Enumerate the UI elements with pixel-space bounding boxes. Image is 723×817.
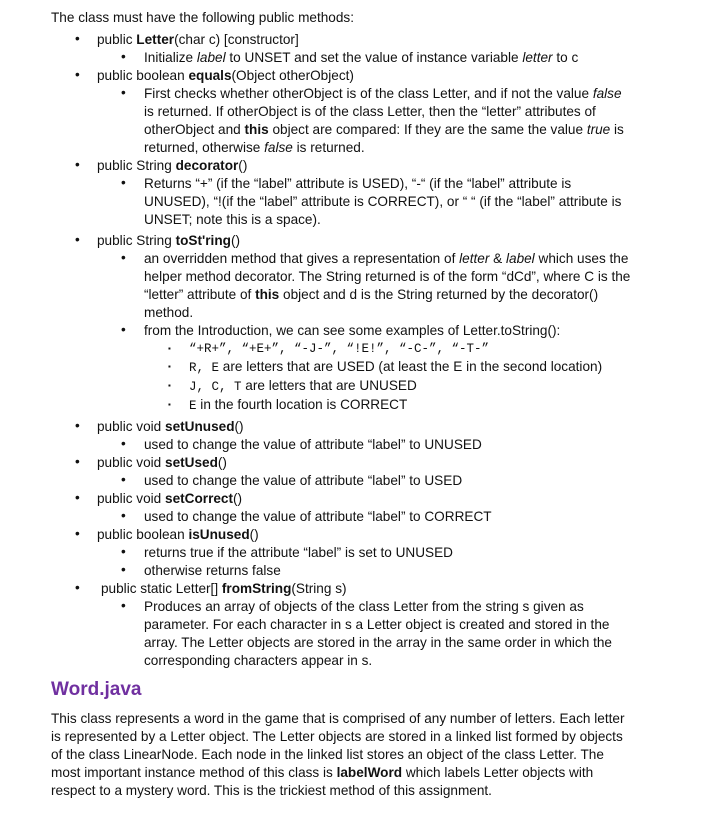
section-heading: Word.java xyxy=(51,679,142,700)
method-decorator-desc: • Returns “+” (if the “label” attribute is USED), “-“ (if the “label” attribute is UNUSED), “!(if the “label” attribute is CORRECT), or “ “ (if the “label” attribute is UNSET; note this is a space). xyxy=(121,175,622,227)
method-name: Letter xyxy=(136,32,175,47)
method-name: setUnused xyxy=(165,419,235,434)
method-fromstring-desc: • Produces an array of objects of the class Letter from the string s given as parameter. For each character in s a Letter object is created and stored in the array. The Letter objects are stored in the array in the same order in which the corresponding characters appear in s. xyxy=(121,598,612,668)
method-name: setCorrect xyxy=(165,491,234,506)
method-name: setUsed xyxy=(165,455,218,470)
method-name: decorator xyxy=(175,158,239,173)
method-tostring-examples: • from the Introduction, we can see some examples of Letter.toString(): xyxy=(121,322,561,338)
method-name: toSt'ring xyxy=(175,233,231,248)
method-isunused: • public boolean isUnused() xyxy=(75,526,259,542)
method-equals: • public boolean equals(Object otherObject) xyxy=(75,67,354,83)
method-tostring: • public String toSt'ring() xyxy=(75,232,240,248)
method-setunused: • public void setUnused() xyxy=(75,418,244,434)
method-decorator: • public String decorator() xyxy=(75,157,248,173)
method-name: equals xyxy=(188,68,232,83)
document-page: The class must have the following public methods: • public Letter(char c) [constructor] • Initialize label to UNSET and set the value of instance variable letter to c • public boolean equals(Object otherObject) • First checks whether otherObject is of the class Letter, and if not the value false is returned. If otherObject is of the class Letter, then the “letter” attributes of otherObject and this object are compared: If they are the same the value true is returned, otherwise false is returned. • public String decorator() • Returns “+” (if the “label” attribute is USED), “-“ (if the “label” attribute is UNUSED), “!(if the “label” attribute is CORRECT), or “ “ (if the “label” attribute is UNSET; note this is a space). • public String toSt'ring() • an overridden method that gives a representation of letter & label which uses the helper method decorator. The String returned is of the form “dCd”, where C is the “letter” attribute of this object and d is the String returned by the decorator() method. • from the Introduction, we can see some examples of Letter.toString(): ▪ “+R+”, “+E+”, “-J-”, “!E!”, “-C-”, “-T-” ▪ R, E are letters that are USED (at least the E in the second location) ▪ J, C, T are letters that are UNUSED ▪ E in the fourth location is CORRECT • public void setUnused() • used to change the value of attribute “label” to UNUSED • public void setUsed() • used to change the value of attribute “label” to USED • public void setCorrect() • used to change the value of attribute “label” to CORRECT • public boolean isUnused() • returns true if the attribute “label” is set to UNUSED • otherwise returns false • public static Letter[] fromString(String s) • Produces an array of objects of the class Letter from the string s given as parameter. For each character in s a Letter object is created and stored in the array. The Letter objects are stored in the array in the same order in which the corresponding characters appear in s. Word.java This class represents a word in the game that is comprised of any number of letters. Each letter is represented by a Letter object. The Letter objects are stored in a linked list formed by objects of the class LinearNode. Each node in the linked list stores an object of the class Letter. The most important instance method of this class is labelWord which labels Letter objects with respect to a mystery word. This is the trickiest method of this assignment. xyxy=(51,9,701,800)
bullet: • xyxy=(75,31,80,46)
method-letter-desc: • Initialize label to UNSET and set the value of instance variable letter to c xyxy=(121,49,579,65)
example-list-item: ▪ R, E are letters that are USED (at least the E in the second location) xyxy=(168,359,603,375)
method-fromstring: • public static Letter[] fromString(String s) xyxy=(75,580,347,596)
example-list-item: ▪ J, C, T are letters that are UNUSED xyxy=(168,378,417,394)
method-setcorrect: • public void setCorrect() xyxy=(75,490,243,506)
example-list-item: ▪ E in the fourth location is CORRECT xyxy=(168,397,408,413)
example-list-item: ▪ “+R+”, “+E+”, “-J-”, “!E!”, “-C-”, “-T-” xyxy=(168,342,490,356)
method-setused: • public void setUsed() xyxy=(75,454,227,470)
method-name: isUnused xyxy=(188,527,250,542)
method-equals-desc: • First checks whether otherObject is of the class Letter, and if not the value false is returned. If otherObject is of the class Letter, then the “letter” attributes of otherObject and this object are compared: If they are the same the value true is returned, otherwise false is returned. xyxy=(121,85,624,155)
method-letter: • public Letter(char c) [constructor] xyxy=(75,31,299,47)
intro-text: The class must have the following public methods: xyxy=(51,10,354,25)
method-tostring-desc: • an overridden method that gives a representation of letter & label which uses the helper method decorator. The String returned is of the form “dCd”, where C is the “letter” attribute of this object and d is the String returned by the decorator() method. xyxy=(121,250,631,320)
method-name: fromString xyxy=(221,581,292,596)
section-paragraph: This class represents a word in the game that is comprised of any number of letters. Each letter is represented by a Letter object. The Letter objects are stored in a linked list formed by objects of the class LinearNode. Each node in the linked list stores an object of the class Letter. The most important instance method of this class is labelWord which labels Letter objects with respect to a mystery word. This is the trickiest method of this assignment. xyxy=(51,711,625,798)
